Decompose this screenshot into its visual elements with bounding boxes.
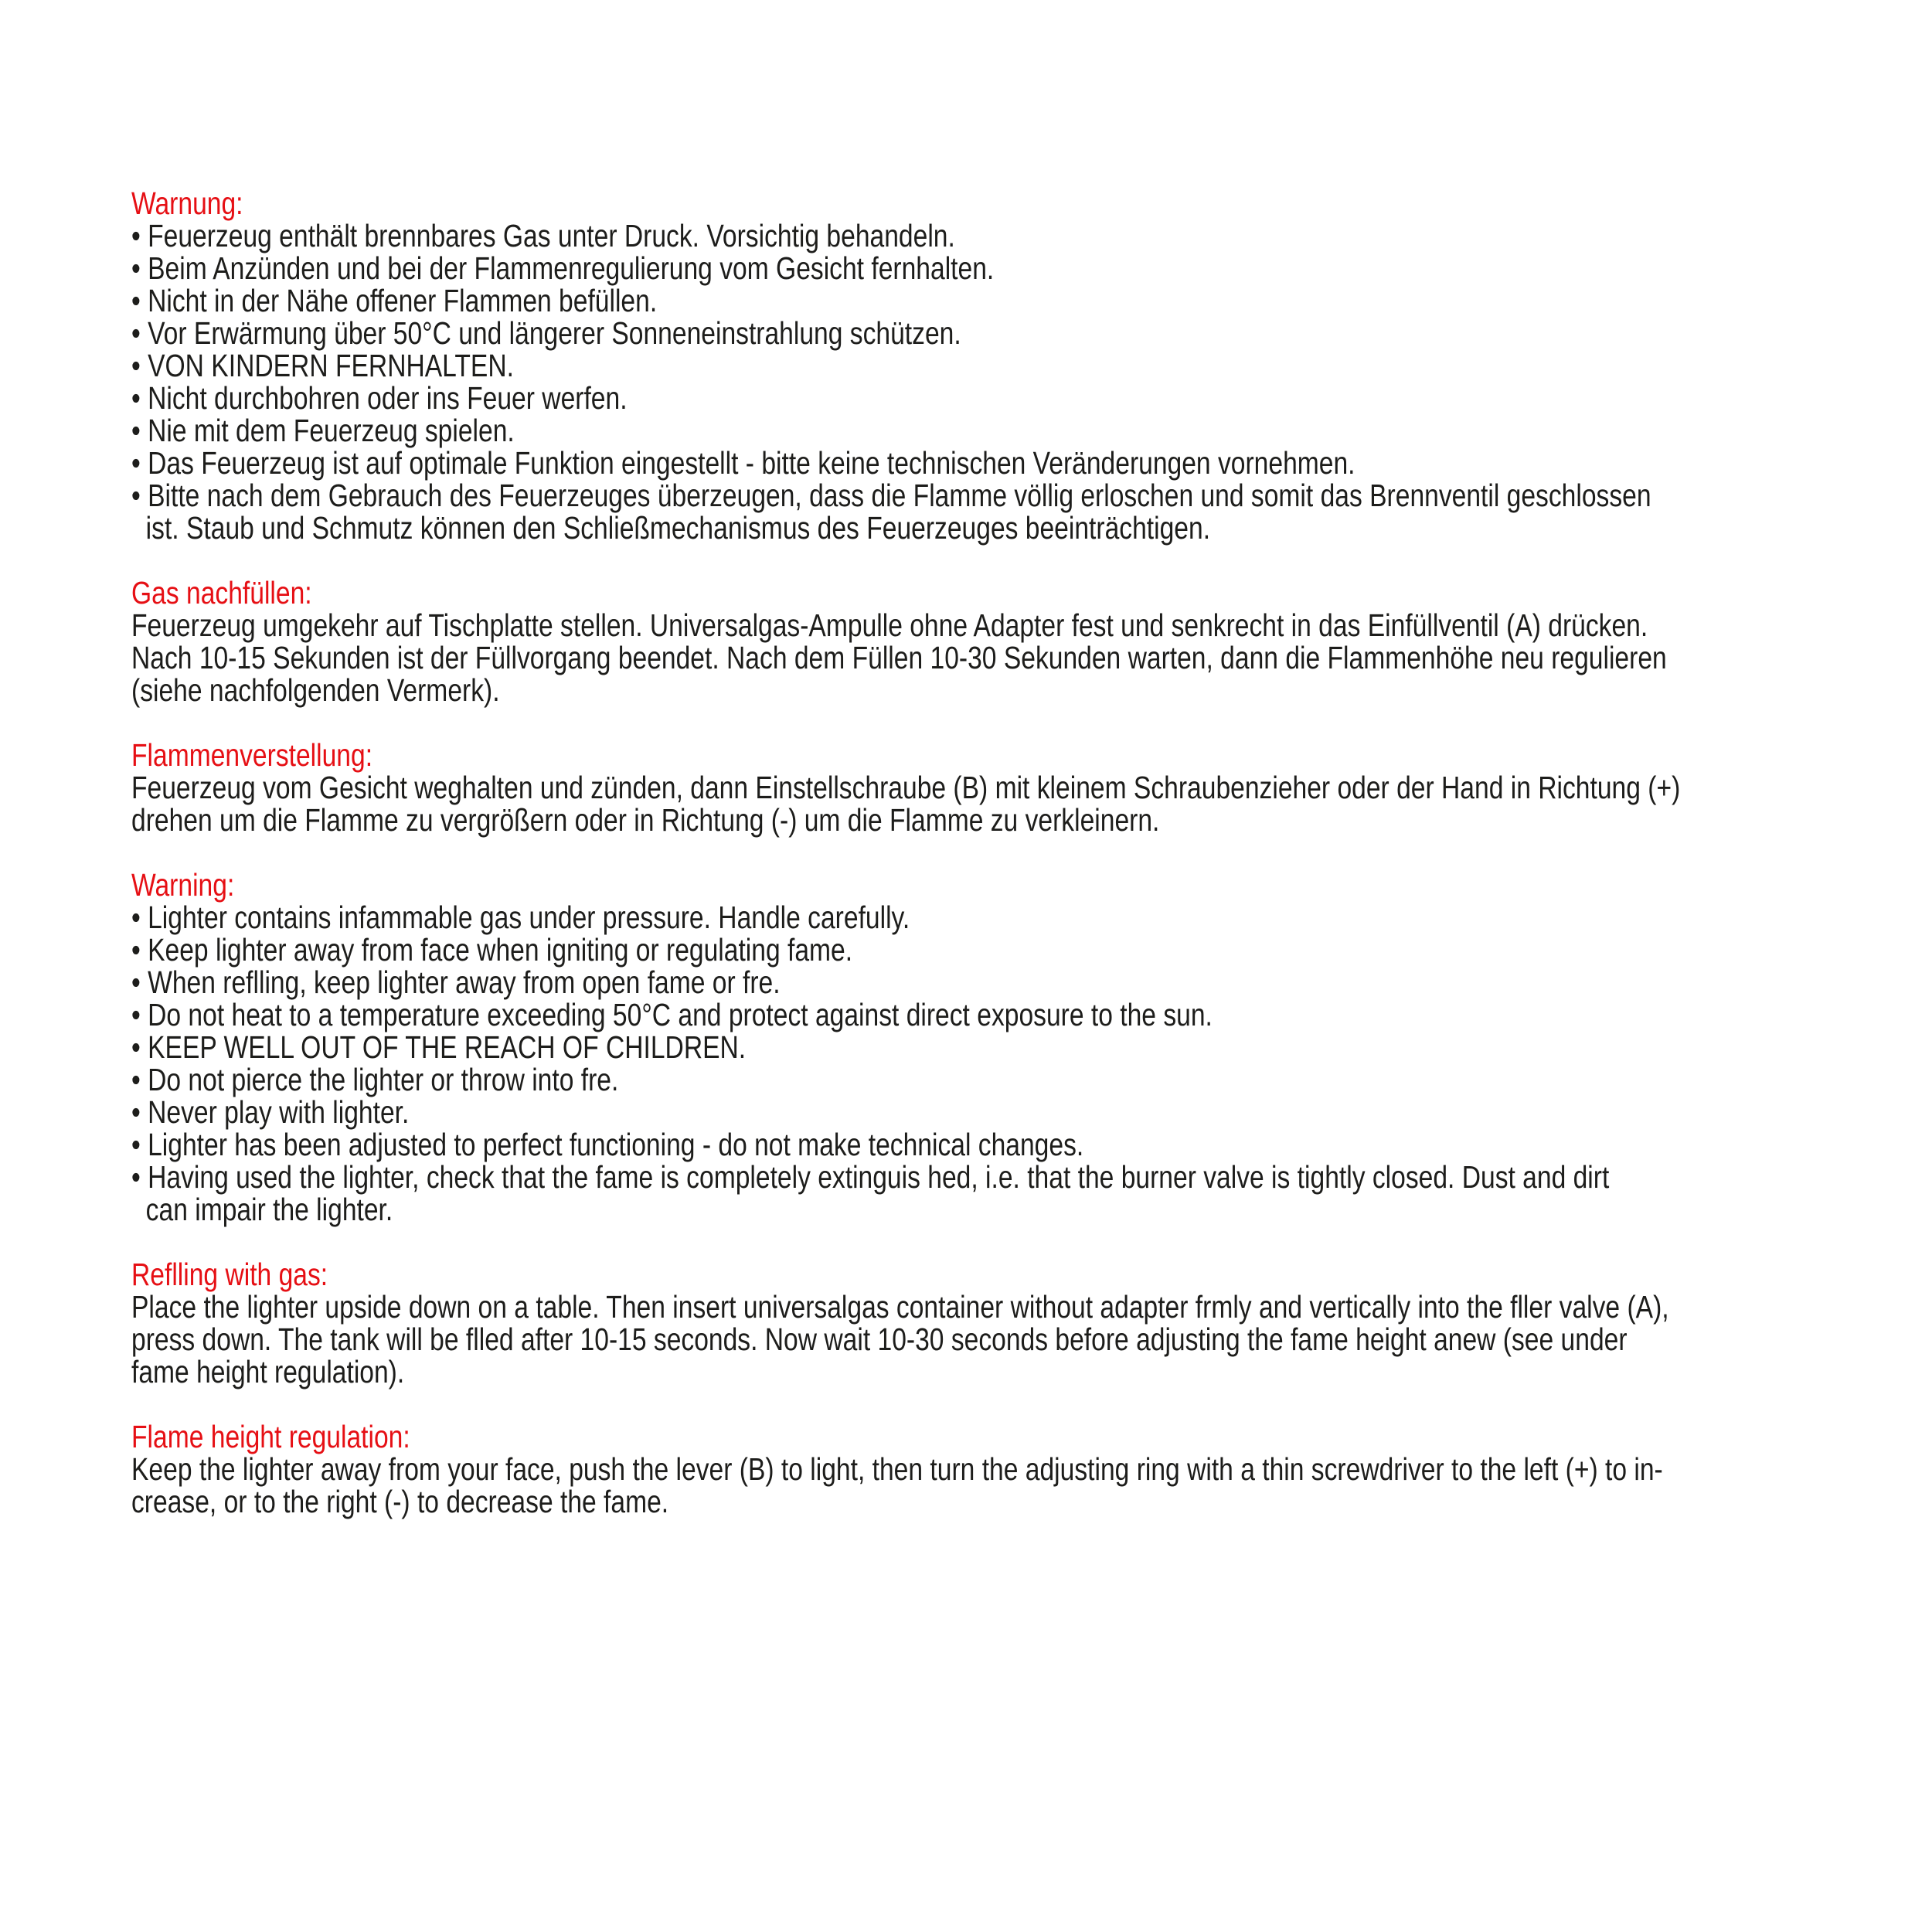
text-line: • VON KINDERN FERNHALTEN. [131,348,514,383]
text-line: Place the lighter upside down on a table. Then insert universalgas container without adapter frmly and vertically into the fller valve (A), [131,1289,1669,1325]
text-line: • Vor Erwärmung über 50°C und längerer Sonneneinstrahlung schützen. [131,315,961,351]
section-body [131,219,1931,544]
text-line: • Beim Anzünden und bei der Flammenregulierung vom Gesicht fernhalten. [131,250,995,286]
text-line: fame height regulation). [131,1354,405,1389]
section-flammenverstellung-de [131,739,1931,836]
text-line: Feuerzeug umgekehr auf Tischplatte stellen. Universalgas-Ampulle ohne Adapter fest und senkrecht in das Einfüllventil (A) drücken. [131,607,1648,643]
text-line: • Do not pierce the lighter or throw into fre. [131,1062,619,1097]
text-line: • Never play with lighter. [131,1094,410,1130]
text-line: press down. The tank will be flled after 10-15 seconds. Now wait 10-30 seconds before adjusting the fame height anew (see under [131,1321,1628,1357]
section-heading: Gas nachfüllen: [131,575,312,611]
section-body [131,901,1931,1226]
text-line: • Nicht durchbohren oder ins Feuer werfen. [131,380,628,416]
section-heading: Reflling with gas: [131,1257,328,1292]
text-line: (siehe nachfolgenden Vermerk). [131,672,500,708]
text-line: ist. Staub und Schmutz können den Schließmechanismus des Feuerzeuges beeinträchtigen. [131,510,1211,546]
section-heading: Warnung: [131,185,243,221]
section-warning-en [131,869,1931,1226]
section-heading: Flammenverstellung: [131,737,373,773]
text-line: crease, or to the right (-) to decrease the fame. [131,1484,669,1519]
text-line: • Lighter has been adjusted to perfect functioning - do not make technical changes. [131,1127,1084,1162]
section-body [131,1291,1931,1388]
text-column [131,187,1931,1518]
section-body [131,1453,1931,1518]
section-warnung-de [131,187,1931,544]
text-line: • Nicht in der Nähe offener Flammen befüllen. [131,283,658,318]
section-flame-height-en [131,1420,1931,1518]
text-line: • Bitte nach dem Gebrauch des Feuerzeuges überzeugen, dass die Flamme völlig erloschen und somit das Brennventil geschlossen [131,478,1651,513]
text-line: Keep the lighter away from your face, push the lever (B) to light, then turn the adjusting ring with a thin screwdriver to the left (+) to in- [131,1451,1663,1487]
text-line: Nach 10-15 Sekunden ist der Füllvorgang beendet. Nach dem Füllen 10-30 Sekunden warten, dann die Flammenhöhe neu regulieren [131,640,1667,675]
text-line: • KEEP WELL OUT OF THE REACH OF CHILDREN. [131,1029,747,1065]
text-line: Feuerzeug vom Gesicht weghalten und zünden, dann Einstellschraube (B) mit kleinem Schraubenzieher oder der Hand in Richtung (+) [131,770,1681,805]
text-line: • Keep lighter away from face when igniting or regulating fame. [131,932,853,968]
section-refilling-en [131,1258,1931,1388]
text-line: • Nie mit dem Feuerzeug spielen. [131,413,515,448]
section-heading: Warning: [131,867,235,903]
section-body [131,771,1931,836]
text-line: • When reflling, keep lighter away from open fame or fre. [131,964,781,1000]
text-line: can impair the lighter. [131,1192,393,1227]
text-line: • Das Feuerzeug ist auf optimale Funktion eingestellt - bitte keine technischen Veränderungen vornehmen. [131,445,1355,481]
text-line: • Lighter contains infammable gas under pressure. Handle carefully. [131,900,910,935]
section-gas-nachfuellen-de [131,577,1931,706]
text-line: drehen um die Flamme zu vergrößern oder in Richtung (-) um die Flamme zu verkleinern. [131,802,1160,838]
text-line: • Having used the lighter, check that the fame is completely extinguis hed, i.e. that the burner valve is tightly closed. Dust and dirt [131,1159,1610,1195]
section-heading: Flame height regulation: [131,1419,410,1454]
text-line: • Feuerzeug enthält brennbares Gas unter Druck. Vorsichtig behandeln. [131,218,955,253]
text-line: • Do not heat to a temperature exceeding 50°C and protect against direct exposure to the sun. [131,997,1213,1032]
section-body [131,609,1931,706]
